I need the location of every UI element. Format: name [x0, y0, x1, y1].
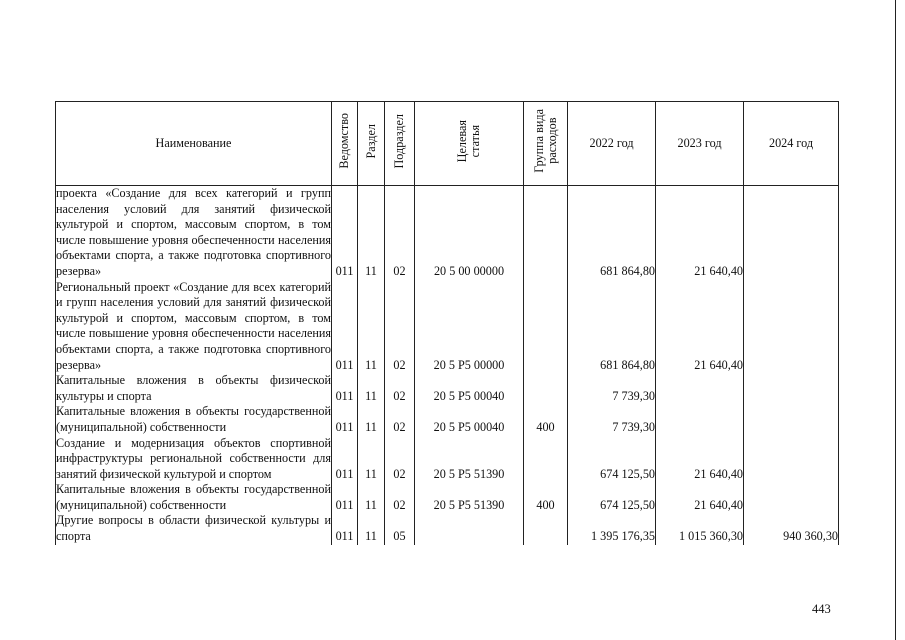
row-exp-group	[524, 186, 568, 280]
row-name: Создание и модернизация объектов спортивной инфраструктуры региональной собственности для занятий физической культурой и спортом	[56, 435, 331, 481]
row-2024	[744, 404, 839, 435]
header-section: Раздел	[363, 123, 378, 159]
row-name: Капитальные вложения в объекты государственной (муниципальной) собственности	[56, 404, 331, 434]
row-section: 11	[358, 482, 385, 513]
row-2024	[744, 482, 839, 513]
row-dept: 011	[332, 373, 358, 404]
table-row	[56, 186, 839, 280]
row-2022: 7 739,30	[568, 373, 656, 404]
row-2022: 681 864,80	[568, 186, 656, 280]
row-section: 11	[358, 436, 385, 483]
table-row	[56, 280, 839, 374]
row-2023: 21 640,40	[656, 436, 744, 483]
row-name: Капитальные вложения в объекты физической культуры и спорта	[56, 373, 331, 403]
header-2023: 2023 год	[656, 102, 744, 186]
row-2022: 674 125,50	[568, 436, 656, 483]
row-dept: 011	[332, 513, 358, 544]
row-dept: 011	[332, 482, 358, 513]
row-exp-group: 400	[524, 482, 568, 513]
row-subsection: 02	[385, 280, 415, 374]
page-number: 443	[812, 602, 831, 616]
row-2023: 21 640,40	[656, 280, 744, 374]
page-edge-rule	[895, 0, 896, 640]
row-exp-group	[524, 436, 568, 483]
header-subsection: Подраздел	[392, 113, 406, 169]
row-name: проекта «Создание для всех категорий и групп населения условий для занятий физической культурой и спортом, массовым спортом, в том числе повышение уровня обеспеченности населения объектами спорта, а также подготовка спортивного резерва»	[56, 186, 331, 278]
header-name: Наименование	[56, 102, 332, 186]
row-2024	[744, 186, 839, 280]
row-target: 20 5 P5 00040	[415, 373, 524, 404]
row-target: 20 5 00 00000	[415, 186, 524, 280]
table-header	[56, 102, 839, 186]
row-dept: 011	[332, 280, 358, 374]
row-2023: 1 015 360,30	[656, 513, 744, 544]
row-subsection: 02	[385, 436, 415, 483]
table-row	[56, 482, 839, 513]
budget-table	[55, 101, 839, 545]
row-target	[415, 513, 524, 544]
row-section: 11	[358, 186, 385, 280]
header-2022: 2022 год	[568, 102, 656, 186]
row-2023	[656, 373, 744, 404]
row-2024	[744, 280, 839, 374]
row-2023: 21 640,40	[656, 186, 744, 280]
row-dept: 011	[332, 436, 358, 483]
row-target: 20 5 P5 51390	[415, 436, 524, 483]
row-target: 20 5 P5 00040	[415, 404, 524, 435]
row-section: 11	[358, 373, 385, 404]
header-2024: 2024 год	[744, 102, 839, 186]
row-2024: 940 360,30	[744, 513, 839, 544]
table-row	[56, 404, 839, 435]
row-section: 11	[358, 513, 385, 544]
row-2022: 1 395 176,35	[568, 513, 656, 544]
row-subsection: 05	[385, 513, 415, 544]
row-subsection: 02	[385, 404, 415, 435]
row-exp-group	[524, 513, 568, 544]
table-row	[56, 373, 839, 404]
row-subsection: 02	[385, 186, 415, 280]
row-exp-group	[524, 280, 568, 374]
row-subsection: 02	[385, 482, 415, 513]
header-dept: Ведомство	[337, 113, 351, 170]
row-name: Капитальные вложения в объекты государственной (муниципальной) собственности	[56, 482, 331, 512]
row-name: Другие вопросы в области физической культуры и спорта	[56, 513, 331, 544]
row-2022: 681 864,80	[568, 280, 656, 374]
row-exp-group: 400	[524, 404, 568, 435]
row-2022: 674 125,50	[568, 482, 656, 513]
header-target: Целевая статья	[455, 120, 482, 163]
table-row	[56, 513, 839, 544]
row-exp-group	[524, 373, 568, 404]
row-2022: 7 739,30	[568, 404, 656, 435]
row-2024	[744, 436, 839, 483]
row-subsection: 02	[385, 373, 415, 404]
row-dept: 011	[332, 186, 358, 280]
row-2023	[656, 404, 744, 435]
row-target: 20 5 P5 00000	[415, 280, 524, 374]
row-2023: 21 640,40	[656, 482, 744, 513]
row-section: 11	[358, 404, 385, 435]
row-2024	[744, 373, 839, 404]
row-name: Региональный проект «Создание для всех категорий и групп населения условий для занятий физической культурой и спортом, массовым спортом, в том числе повышение уровня обеспеченности населения объектами спорта, а также подготовка спортивного резерва»	[56, 279, 331, 372]
header-exp-group: Группа вида расходов	[531, 109, 559, 174]
table-row	[56, 436, 839, 483]
row-dept: 011	[332, 404, 358, 435]
row-section: 11	[358, 280, 385, 374]
row-target: 20 5 P5 51390	[415, 482, 524, 513]
